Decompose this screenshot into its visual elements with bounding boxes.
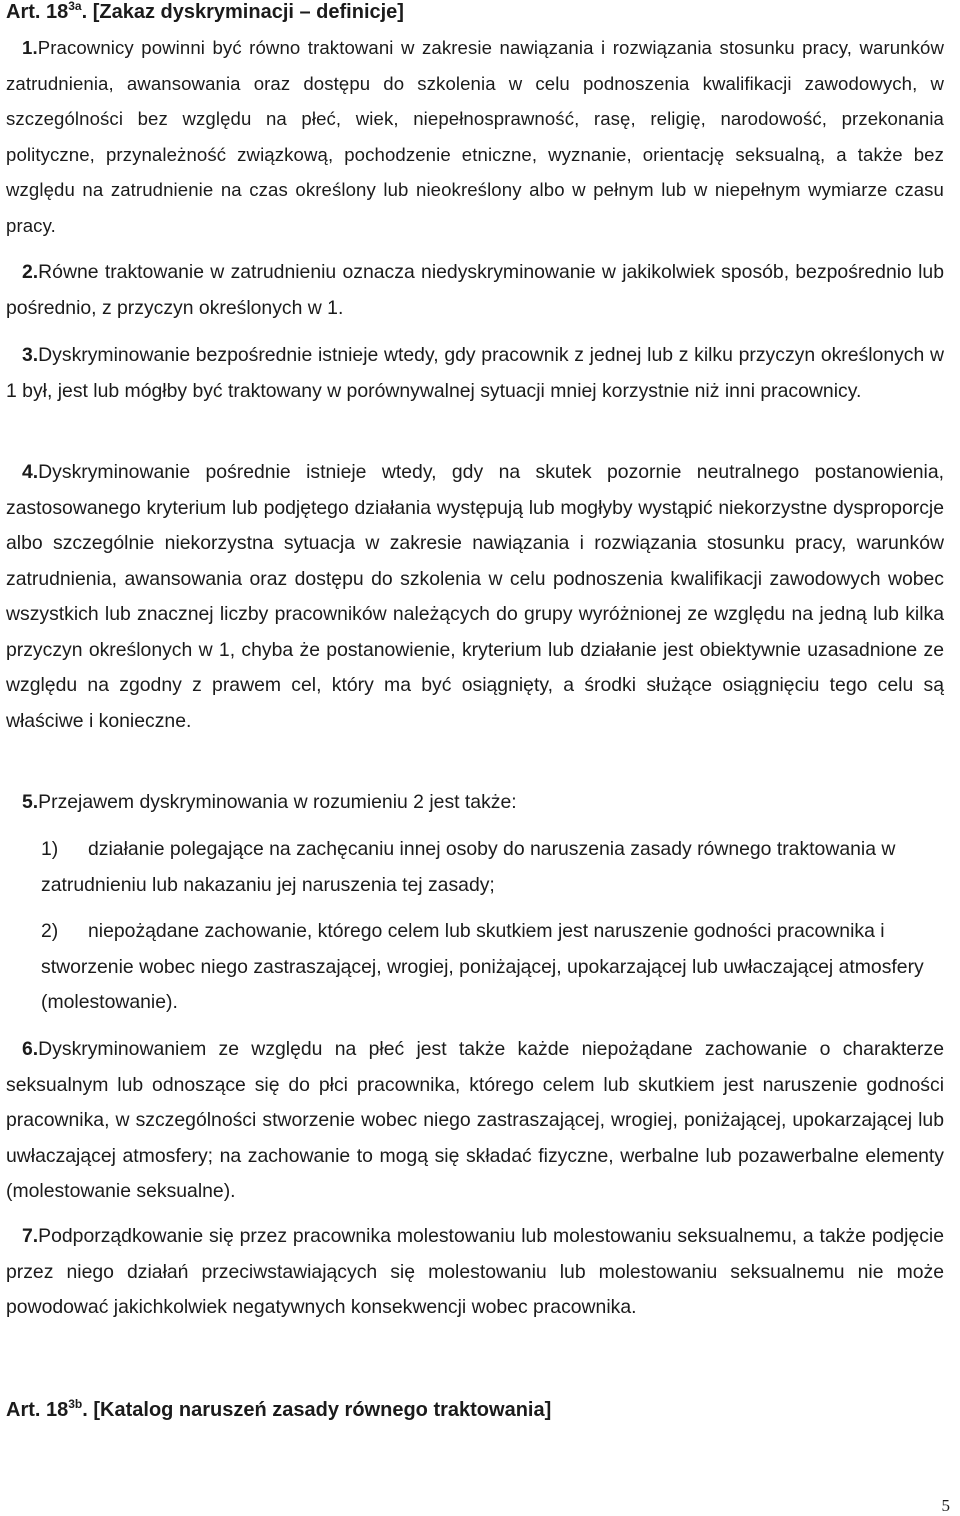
section-4-number: 4. (22, 461, 39, 483)
list-item-2-text: niepożądane zachowanie, którego celem lub skutkiem jest naruszenie godności pracownika i stworzenie wobec niego zastraszającej, wrogiej, poniżającej, upokarzającej lub uwłaczającej atmosfery (molestowanie). (41, 920, 924, 1013)
section-6 (6, 1032, 944, 1210)
list-item-2-marker: 2) (41, 920, 59, 942)
list-item-2 (41, 914, 941, 1021)
section-1-number: 1. (22, 37, 38, 58)
section-1-text: Pracownicy powinni być równo traktowani w zakresie nawiązania i rozwiązania stosunku pracy, warunków zatrudnienia, awansowania oraz dostępu do szkolenia w celu podnoszenia kwalifikacji zawodowych, w szczególności bez względu na płeć, wiek, niepełnosprawność, rasę, religię, narodowość, przekonania polityczne, przynależność związkową, pochodzenie etniczne, wyznanie, orientację seksualną, a także bez względu na zatrudnienie na czas określony lub nieokreślony albo w pełnym lub w niepełnym wymiarze czasu pracy. (6, 37, 944, 236)
section-2-number: 2. (22, 261, 39, 283)
section-5 (6, 785, 944, 821)
section-6-number: 6. (22, 1038, 39, 1060)
list-item-1 (41, 832, 941, 903)
section-4 (6, 455, 944, 739)
section-7-text: Podporządkowanie się przez pracownika molestowaniu lub molestowaniu seksualnemu, a także podjęcie przez niego działań przeciwstawiających się molestowaniu lub molestowaniu seksualnemu nie może powodować jakichkolwiek negatywnych konsekwencji wobec pracownika. (6, 1225, 944, 1318)
section-5-number: 5. (22, 791, 39, 813)
section-3-text: Dyskryminowanie bezpośrednie istnieje wtedy, gdy pracownik z jednej lub z kilku przyczyn określonych w 1 był, jest lub mógłby być traktowany w porównywalnej sytuacji mniej korzystnie niż inni pracownicy. (6, 344, 944, 402)
page-number: 5 (941, 1496, 950, 1515)
section-6-text: Dyskryminowaniem ze względu na płeć jest także każde niepożądane zachowanie o charakterze seksualnym lub odnoszące się do płci pracownika, którego celem lub skutkiem jest naruszenie godności pracownika, w szczególności stworzenie wobec niego zastraszającej, wrogiej, poniżającej, upokarzającej lub uwłaczającej atmosfery; na zachowanie to mogą się składać fizyczne, werbalne lub pozawerbalne elementy (molestowanie seksualne). (6, 1038, 944, 1202)
section-4-text: Dyskryminowanie pośrednie istnieje wtedy, gdy na skutek pozornie neutralnego postanowienia, zastosowanego kryterium lub podjętego działania występują lub mogłyby wystąpić niekorzystne dysproporcje albo szczególnie niekorzystna sytuacja w zakresie nawiązania i rozwiązania stosunku pracy, warunków zatrudnienia, awansowania oraz dostępu do szkolenia w celu podnoszenia kwalifikacji zawodowych wobec wszystkich lub znacznej liczby pracowników należących do grupy wyróżnionej ze względu na jedną lub kilka przyczyn określonych w 1, chyba że postanowienie, kryterium lub działanie jest obiektywnie uzasadnione ze względu na zgodny z prawem cel, który ma być osiągnięty, a środki służące osiągnięciu tego celu są właściwe i konieczne. (6, 461, 944, 732)
list-item-1-text: działanie polegające na zachęcaniu innej osoby do naruszenia zasady równego traktowania w zatrudnieniu lub nakazaniu jej naruszenia tej zasady; (41, 838, 896, 896)
section-7 (6, 1219, 944, 1326)
section-3-number: 3. (22, 344, 39, 366)
section-2-text: Równe traktowanie w zatrudnieniu oznacza niedyskryminowanie w jakikolwiek sposób, bezpośrednio lub pośrednio, z przyczyn określonych w 1. (6, 261, 944, 319)
list-item-1-marker: 1) (41, 838, 59, 860)
section-7-number: 7. (22, 1225, 39, 1247)
section-1 (6, 30, 944, 243)
section-3 (6, 338, 944, 409)
section-5-text: Przejawem dyskryminowania w rozumieniu 2 jest także: (38, 791, 517, 813)
section-2 (6, 255, 944, 326)
article-18-3b-heading: Art. $18^{3b}$. [Katalog naruszeń zasady równego traktowania] (6, 1397, 552, 1421)
article-18-3a-heading: Art. $18^{3a}$. [Zakaz dyskryminacji – definicje] (6, 0, 404, 23)
